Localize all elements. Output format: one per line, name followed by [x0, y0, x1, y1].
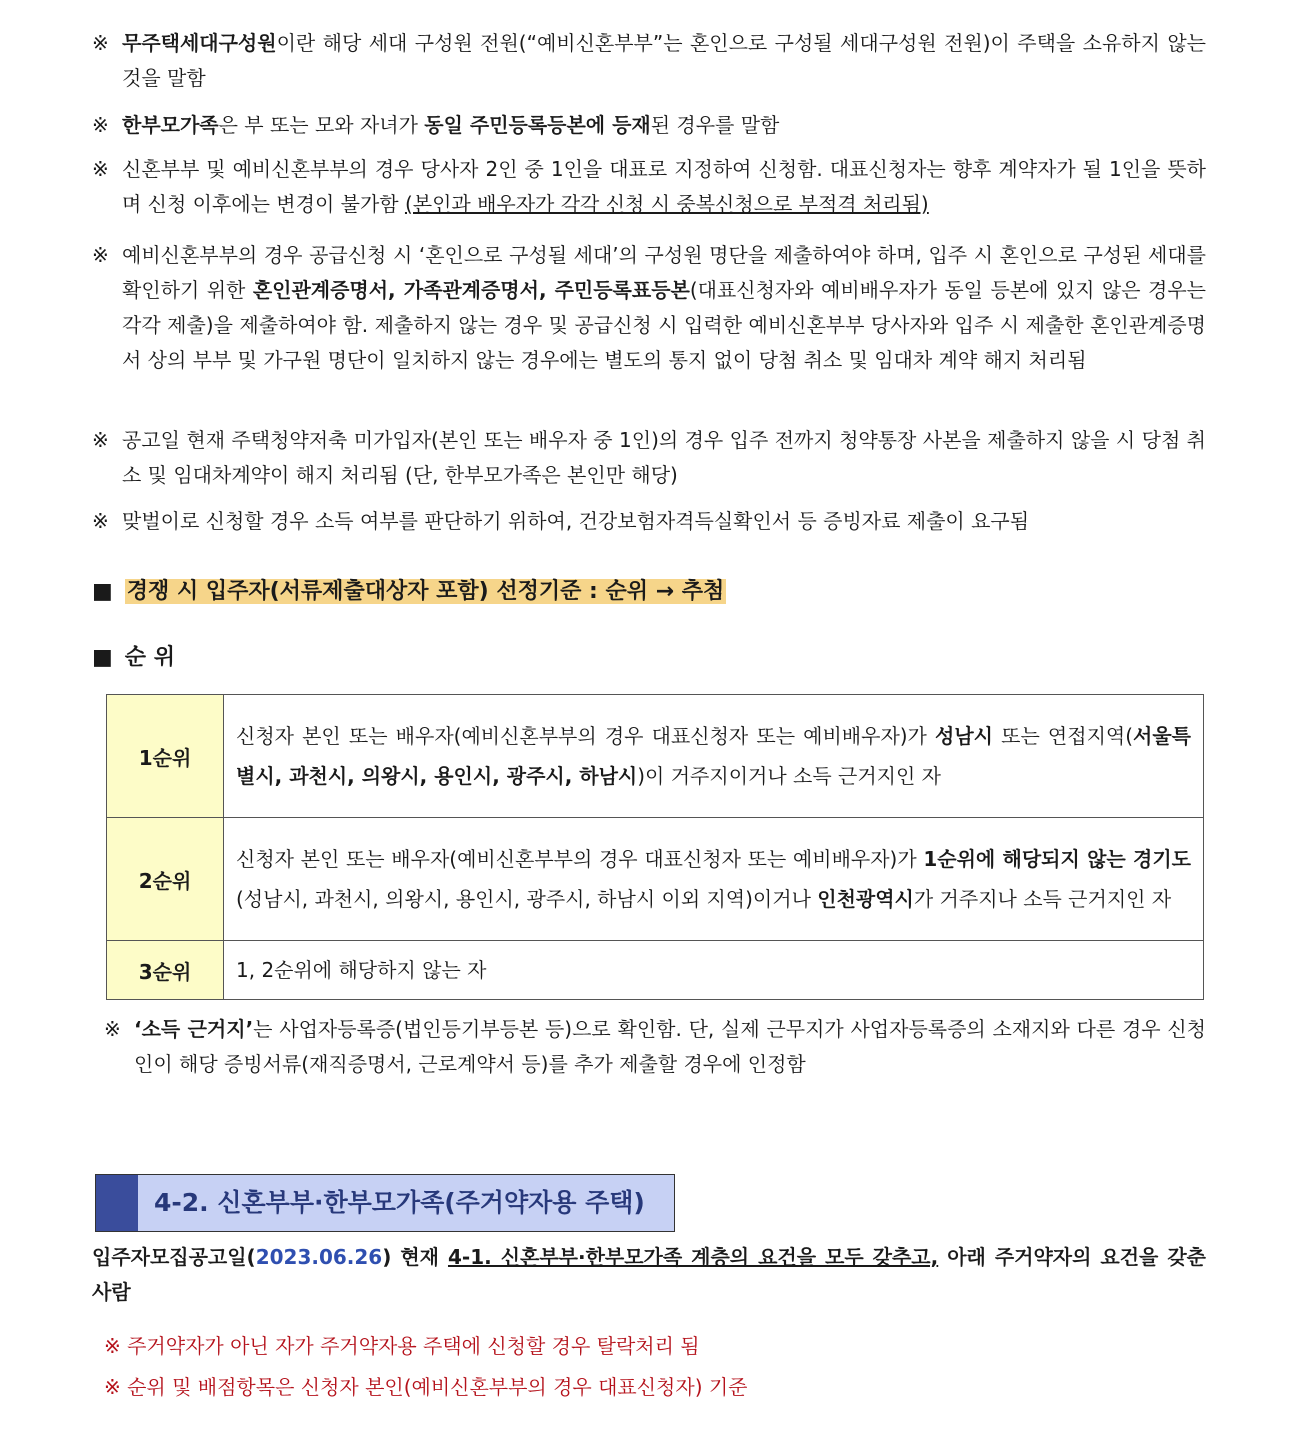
note-text: 된 경우를 말함	[650, 113, 780, 137]
rank-label-cell: 3순위	[107, 941, 224, 1000]
table-row	[107, 818, 1204, 941]
rank-description-cell	[224, 695, 1204, 818]
rank-text: (성남시, 과천시, 의왕시, 용인시, 광주시, 하남시 이외 지역)이거나	[236, 887, 818, 911]
lead-text: 입주자모집공고일(	[92, 1245, 256, 1269]
reference-mark: ※	[92, 243, 109, 267]
announcement-date: 2023.06.26	[255, 1245, 383, 1269]
reference-mark: ※	[92, 113, 109, 137]
reference-mark: ※	[92, 428, 109, 452]
note-homeless-household	[92, 26, 1206, 96]
lead-text: 아래 주거약자의 요건을 갖춘 사람	[92, 1245, 1206, 1304]
square-bullet: ■	[92, 645, 113, 670]
rank-text: 신청자 본인 또는 배우자(예비신혼부부의 경우 대표신청자 또는 예비배우자)가	[236, 847, 924, 871]
note-bold-term: 혼인관계증명서, 가족관계증명서, 주민등록표등본	[252, 278, 690, 302]
note-bold-term: 동일 주민등록등본에 등재	[424, 113, 651, 137]
reference-mark: ※	[104, 1017, 121, 1041]
section-title-box	[95, 1174, 675, 1232]
rank-text: 1, 2순위에 해당하지 않는 자	[236, 958, 487, 982]
red-note-disqualification: ※ 주거약자가 아닌 자가 주거약자용 주택에 신청할 경우 탈락처리 됨	[104, 1334, 700, 1358]
lead-text: ) 현재	[382, 1245, 448, 1269]
rank-bold-text: 서울특별시, 과천시, 의왕시, 용인시, 광주시, 하남시	[236, 724, 1191, 788]
note-underlined-text: (본인과 배우자가 각각 신청 시 중복신청으로 부적격 처리됨)	[404, 192, 929, 216]
note-prospective-couple	[92, 238, 1206, 378]
rank-text: 가 거주지나 소득 근거지인 자	[913, 887, 1172, 911]
rank-label-cell: 2순위	[107, 818, 224, 941]
table-row	[107, 941, 1204, 1000]
note-text: 맞벌이로 신청할 경우 소득 여부를 판단하기 위하여, 건강보험자격득실확인서 등 증빙자료 제출이 요구됨	[122, 509, 1030, 533]
rank-table	[106, 694, 1204, 1000]
note-text: 예비신혼부부의 경우 공급신청 시 ‘혼인으로 구성될 세대’의 구성원 명단을 제출하여야 하며, 입주 시 혼인으로 구성된 세대를 확인하기 위한	[122, 243, 1206, 302]
table-row	[107, 695, 1204, 818]
rank-description-cell	[224, 941, 1204, 1000]
rank-text: )이 거주지이거나 소득 근거지인 자	[637, 764, 941, 788]
rank-label-cell: 1순위	[107, 695, 224, 818]
note-bold-term: 무주택세대구성원	[122, 31, 277, 55]
note-single-parent	[92, 108, 1206, 143]
rank-heading	[92, 642, 175, 674]
note-savings-account	[92, 423, 1206, 493]
reference-mark: ※	[92, 31, 109, 55]
section-title-bar	[96, 1175, 138, 1231]
selection-criteria-heading	[92, 576, 726, 608]
note-text: 이란 해당 세대 구성원 전원(“예비신혼부부”는 혼인으로 구성될 세대구성원 전원)이 주택을 소유하지 않는 것을 말함	[122, 31, 1206, 90]
note-representative-applicant	[92, 152, 1206, 222]
note-text: 은 부 또는 모와 자녀가	[218, 113, 425, 137]
section-title: 4-2. 신혼부부·한부모가족(주거약자용 주택)	[154, 1188, 645, 1217]
rank-text: 또는 연접지역(	[993, 724, 1134, 748]
note-bold-term: 한부모가족	[122, 113, 219, 137]
note-text: (대표신청자와 예비배우자가 동일 등본에 있지 않은 경우는 각각 제출)을 제출하여야 함. 제출하지 않는 경우 및 공급신청 시 입력한 예비신혼부부 당사자와 입주 시 제출한 혼인관계증명서 상의 부부 및 가구원 명단이 일치하지 않는 경우에는 별도의 통지 없이 당첨 취소 및 임대차 계약 해지 처리됨	[122, 278, 1206, 372]
note-text: 공고일 현재 주택청약저축 미가입자(본인 또는 배우자 중 1인)의 경우 입주 전까지 청약통장 사본을 제출하지 않을 시 당첨 취소 및 임대차계약이 해지 처리됨 (단, 한부모가족은 본인만 해당)	[122, 428, 1206, 487]
rank-heading-text: 순 위	[124, 645, 175, 670]
rank-bold-text: 인천광역시	[817, 887, 914, 911]
rank-text: 신청자 본인 또는 배우자(예비신혼부부의 경우 대표신청자 또는 예비배우자)가	[236, 724, 936, 748]
note-text: 신혼부부 및 예비신혼부부의 경우 당사자 2인 중 1인을 대표로 지정하여 신청함. 대표신청자는 향후 계약자가 될 1인을 뜻하며 신청 이후에는 변경이 불가함	[122, 157, 1206, 216]
red-note-scoring-basis: ※ 순위 및 배점항목은 신청자 본인(예비신혼부부의 경우 대표신청자) 기준	[104, 1375, 748, 1399]
criteria-highlight-text: 경쟁 시 입주자(서류제출대상자 포함) 선정기준 : 순위 → 추첨	[126, 579, 725, 604]
rank-bold-text: 1순위에 해당되지 않는 경기도	[923, 847, 1191, 871]
note-dual-income	[92, 504, 1206, 539]
rank-description-cell	[224, 818, 1204, 941]
note-bold-term: ‘소득 근거지’	[134, 1017, 254, 1041]
square-bullet: ■	[92, 579, 113, 604]
reference-mark: ※	[92, 157, 109, 181]
reference-mark: ※	[92, 509, 109, 533]
lead-underlined-text: 4-1. 신혼부부·한부모가족 계층의 요건을 모두 갖추고,	[447, 1245, 939, 1269]
rank-bold-text: 성남시	[935, 724, 993, 748]
note-text: 는 사업자등록증(법인등기부등본 등)으로 확인함. 단, 실제 근무지가 사업자등록증의 소재지와 다른 경우 신청인이 해당 증빙서류(재직증명서, 근로계약서 등)를 추가 제출할 경우에 인정함	[134, 1017, 1206, 1076]
note-income-basis	[104, 1012, 1206, 1082]
eligibility-lead	[92, 1240, 1206, 1310]
